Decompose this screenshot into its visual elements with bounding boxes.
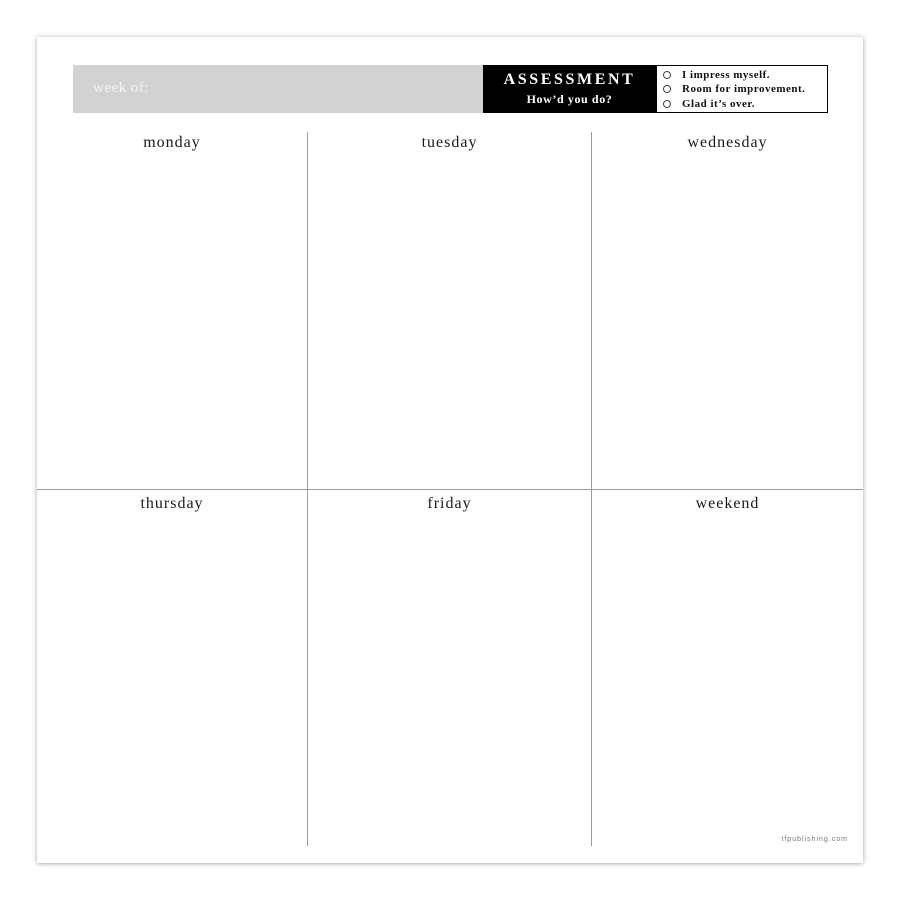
day-label-monday: monday xyxy=(143,134,201,151)
assessment-title: ASSESSMENT xyxy=(503,71,636,88)
day-label-wednesday: wednesday xyxy=(687,134,768,151)
assessment-option[interactable] xyxy=(663,82,805,96)
option-label: I impress myself. xyxy=(682,69,771,81)
day-label-thursday: thursday xyxy=(140,495,204,512)
day-label-friday: friday xyxy=(427,495,472,512)
option-label: Glad it’s over. xyxy=(682,98,755,110)
radio-circle-icon[interactable] xyxy=(663,100,671,108)
planner-sheet xyxy=(37,37,863,863)
radio-circle-icon[interactable] xyxy=(663,71,671,79)
day-label-tuesday: tuesday xyxy=(421,134,478,151)
assessment-option[interactable] xyxy=(663,97,755,111)
assessment-option[interactable] xyxy=(663,68,770,82)
radio-circle-icon[interactable] xyxy=(663,85,671,93)
assessment-box xyxy=(483,65,656,113)
day-label-weekend: weekend xyxy=(695,495,760,512)
option-label: Room for improvement. xyxy=(682,83,806,95)
row-divider xyxy=(37,489,863,490)
publisher-website: tfpublishing.com xyxy=(781,836,848,843)
week-of-label: week of: xyxy=(93,80,150,96)
assessment-subtitle: How’d you do? xyxy=(526,92,613,106)
week-of-field[interactable] xyxy=(73,65,483,113)
assessment-options xyxy=(656,65,828,113)
header-bar xyxy=(73,65,828,113)
